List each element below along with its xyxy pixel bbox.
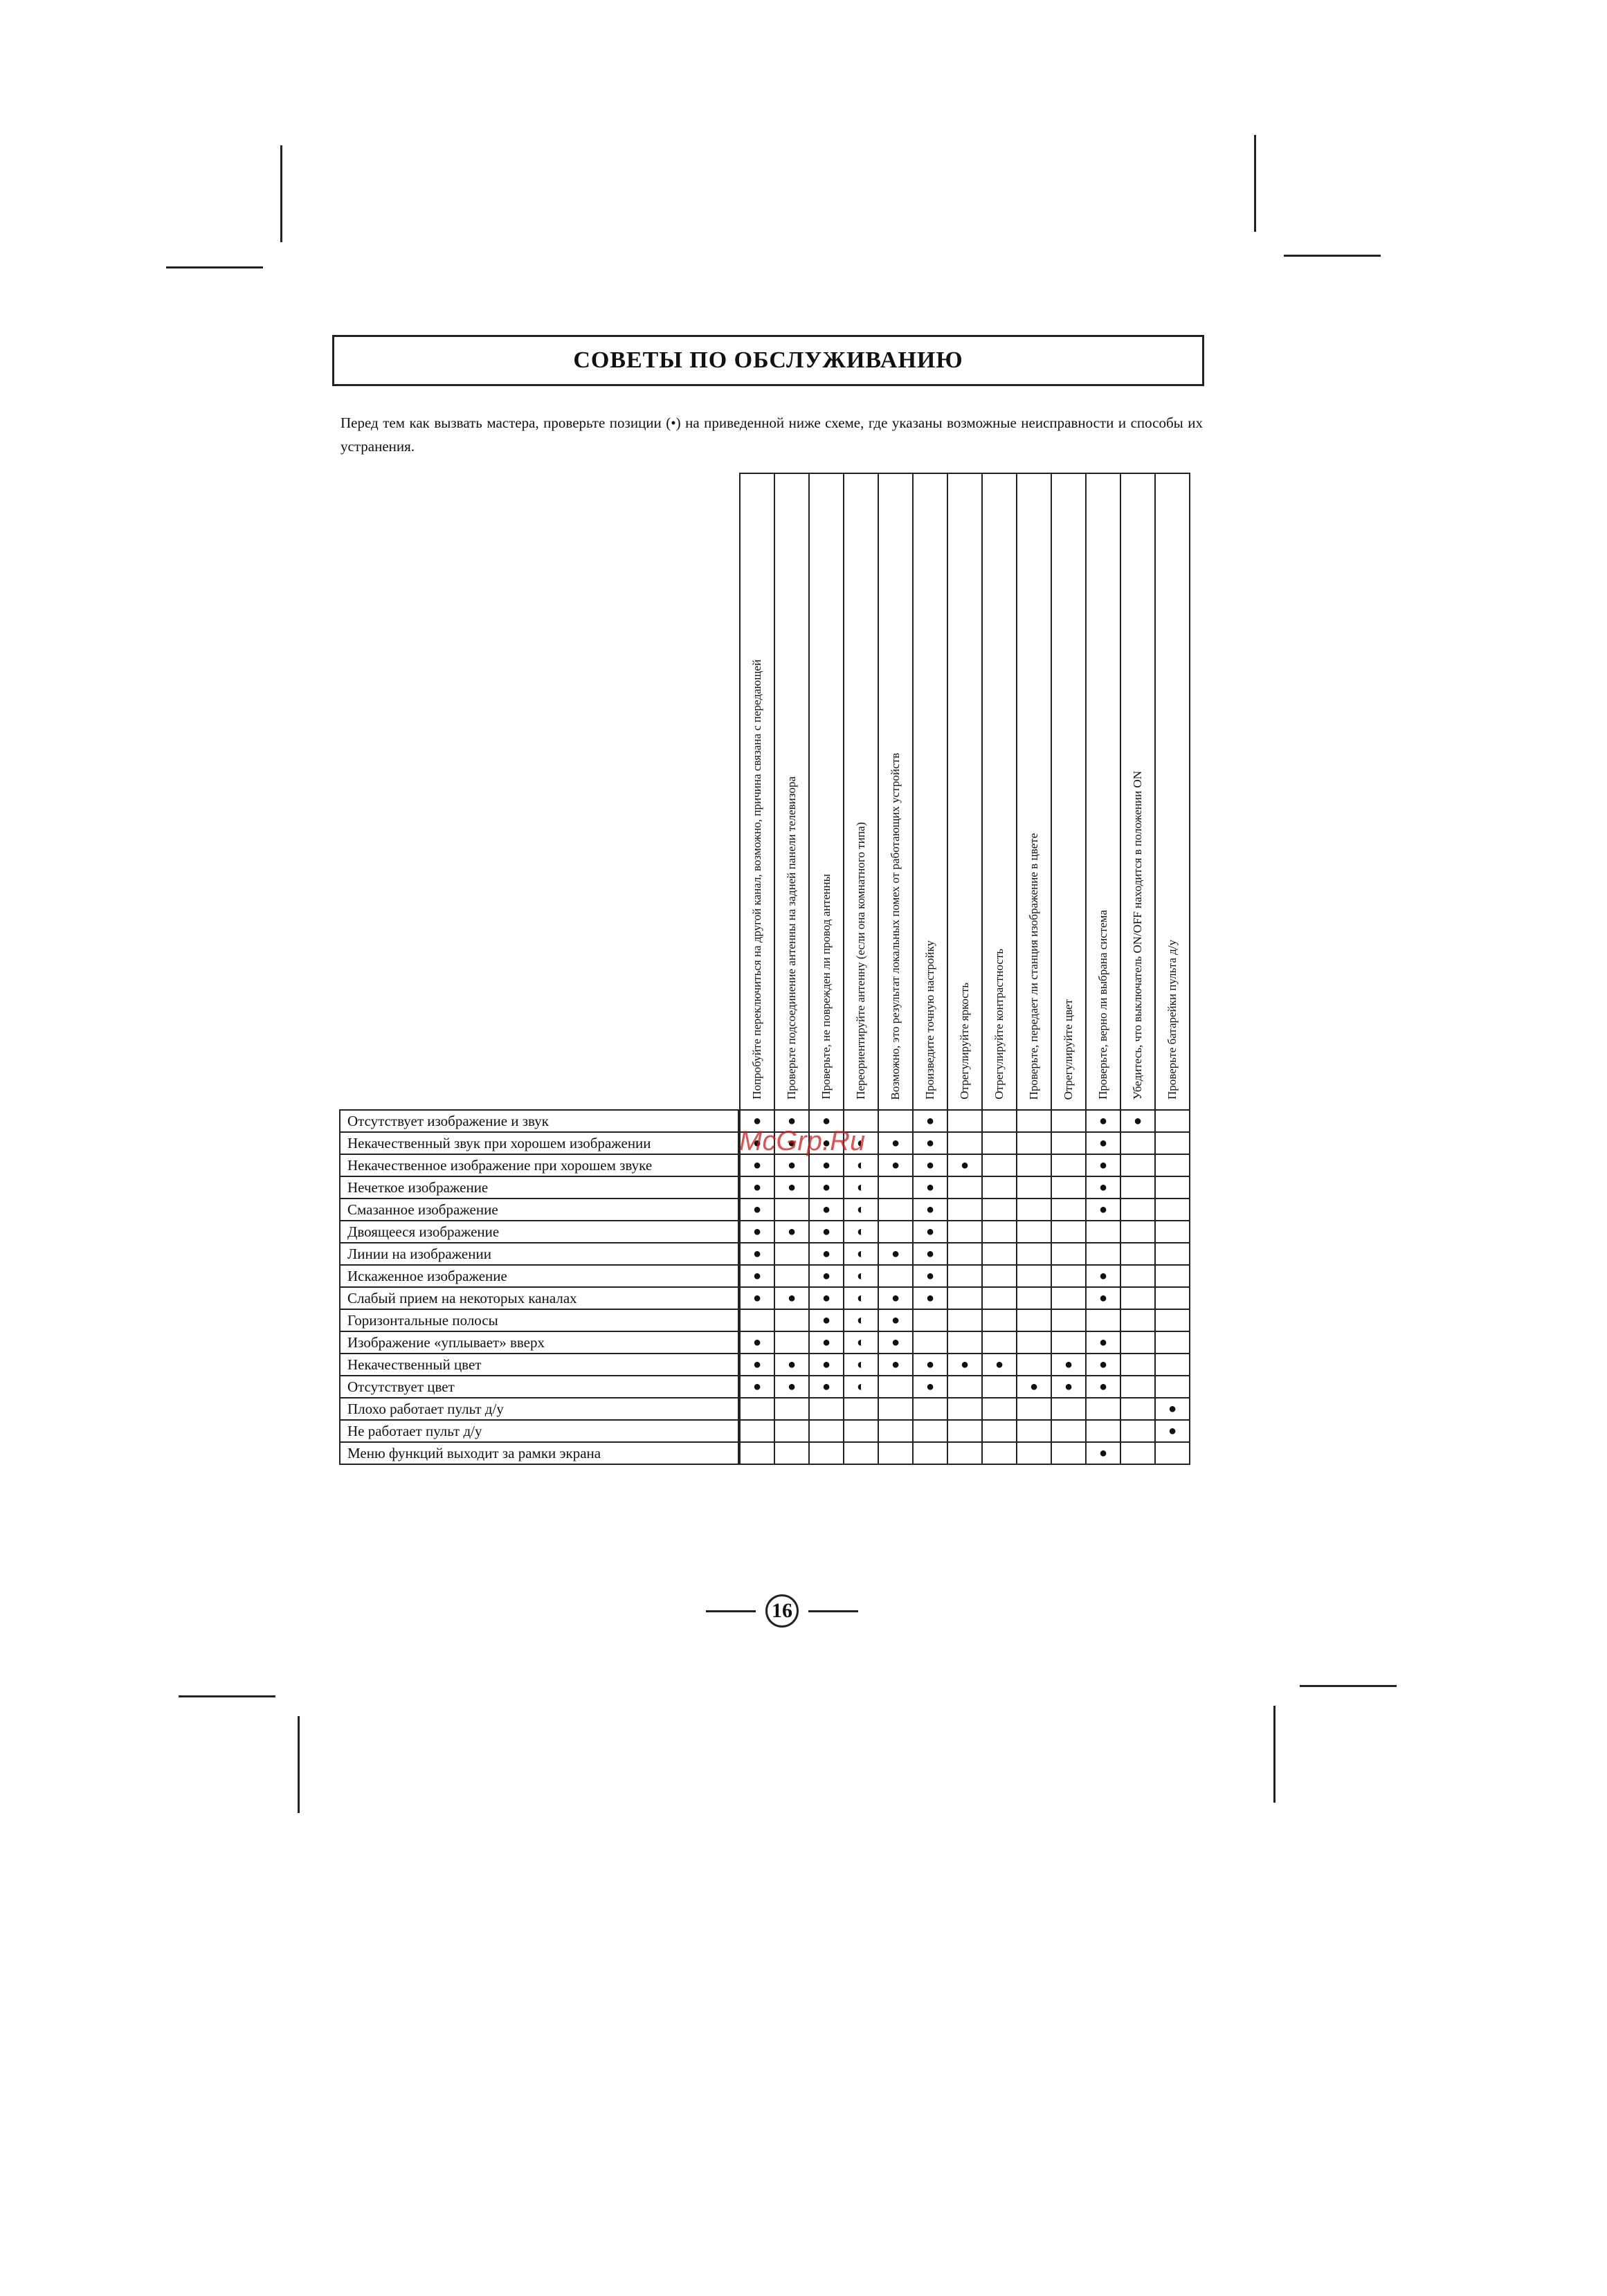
column-header	[1120, 473, 1156, 1111]
empty-cell	[878, 1198, 914, 1221]
half-dot-mark	[843, 1286, 879, 1310]
half-dot-mark	[843, 1309, 879, 1332]
column-header-label: Проверьте, не поврежден ли провод антенны	[819, 874, 833, 1100]
column-header	[774, 473, 810, 1111]
dot-mark	[774, 1375, 810, 1398]
empty-cell	[878, 1264, 914, 1288]
half-dot-mark	[843, 1198, 879, 1221]
crop-mark	[166, 266, 263, 268]
crop-mark	[280, 145, 282, 242]
empty-cell	[1120, 1286, 1156, 1310]
dot-mark	[912, 1198, 948, 1221]
dot-mark	[878, 1131, 914, 1155]
empty-cell	[912, 1441, 948, 1465]
dot-mark	[739, 1331, 775, 1354]
empty-cell	[1016, 1242, 1052, 1266]
empty-cell	[1051, 1286, 1087, 1310]
empty-cell	[981, 1441, 1017, 1465]
empty-cell	[981, 1242, 1017, 1266]
row-label: Линии на изображении	[339, 1242, 739, 1266]
empty-cell	[1120, 1353, 1156, 1376]
column-header-label: Отрегулируйте контрастность	[992, 949, 1006, 1100]
dot-mark	[981, 1353, 1017, 1376]
row-label: Горизонтальные полосы	[339, 1309, 739, 1332]
empty-cell	[1154, 1264, 1190, 1288]
empty-cell	[1051, 1419, 1087, 1443]
empty-cell	[1016, 1309, 1052, 1332]
dot-mark	[1085, 1109, 1121, 1133]
column-header	[1016, 473, 1052, 1111]
empty-cell	[878, 1441, 914, 1465]
empty-cell	[1154, 1353, 1190, 1376]
column-header-label: Убедитесь, что выключатель ON/OFF находится в положении ON	[1131, 770, 1144, 1100]
empty-cell	[774, 1419, 810, 1443]
empty-cell	[1120, 1331, 1156, 1354]
empty-cell	[1120, 1419, 1156, 1443]
empty-cell	[1154, 1441, 1190, 1465]
row-label: Некачественный цвет	[339, 1353, 739, 1376]
empty-cell	[1051, 1176, 1087, 1199]
intro-text: Перед тем как вызвать мастера, проверьте позиции (•) на приведенной ниже схеме, где указаны возможные неисправности и способы их устранения.	[341, 414, 1203, 455]
dot-mark	[878, 1309, 914, 1332]
half-dot-mark	[843, 1375, 879, 1398]
dot-mark	[878, 1286, 914, 1310]
empty-cell	[774, 1331, 810, 1354]
empty-cell	[947, 1331, 983, 1354]
half-dot-mark	[843, 1353, 879, 1376]
empty-cell	[981, 1131, 1017, 1155]
crop-mark	[1273, 1706, 1275, 1803]
empty-cell	[808, 1419, 844, 1443]
empty-cell	[1154, 1331, 1190, 1354]
page-number-circle: 16	[765, 1594, 799, 1628]
dot-mark	[1085, 1353, 1121, 1376]
dot-mark	[1085, 1131, 1121, 1155]
empty-cell	[1154, 1131, 1190, 1155]
empty-cell	[878, 1176, 914, 1199]
empty-cell	[981, 1154, 1017, 1177]
dot-mark	[808, 1220, 844, 1243]
dot-mark	[774, 1353, 810, 1376]
empty-cell	[739, 1309, 775, 1332]
empty-cell	[1120, 1309, 1156, 1332]
empty-cell	[947, 1176, 983, 1199]
page-number-rule	[706, 1610, 756, 1612]
dot-mark	[808, 1286, 844, 1310]
page-title: СОВЕТЫ ПО ОБСЛУЖИВАНИЮ	[332, 335, 1204, 386]
row-label: Отсутствует цвет	[339, 1375, 739, 1398]
empty-cell	[947, 1198, 983, 1221]
empty-cell	[912, 1397, 948, 1421]
empty-cell	[774, 1242, 810, 1266]
dot-mark	[912, 1131, 948, 1155]
crop-mark	[1300, 1685, 1397, 1687]
column-header	[1085, 473, 1121, 1111]
dot-mark	[808, 1242, 844, 1266]
column-header	[912, 473, 948, 1111]
empty-cell	[1051, 1131, 1087, 1155]
empty-cell	[774, 1397, 810, 1421]
column-header	[878, 473, 914, 1111]
half-dot-mark	[843, 1242, 879, 1266]
crop-mark	[1254, 135, 1256, 232]
empty-cell	[1120, 1154, 1156, 1177]
empty-cell	[912, 1419, 948, 1443]
dot-mark	[808, 1309, 844, 1332]
empty-cell	[1016, 1286, 1052, 1310]
crop-mark	[298, 1716, 300, 1813]
dot-mark	[739, 1154, 775, 1177]
empty-cell	[878, 1419, 914, 1443]
dot-mark	[808, 1154, 844, 1177]
empty-cell	[1051, 1220, 1087, 1243]
dot-mark	[1085, 1198, 1121, 1221]
empty-cell	[947, 1419, 983, 1443]
dot-mark	[912, 1264, 948, 1288]
dot-mark	[1085, 1264, 1121, 1288]
empty-cell	[774, 1198, 810, 1221]
row-label: Плохо работает пульт д/у	[339, 1397, 739, 1421]
empty-cell	[1051, 1109, 1087, 1133]
empty-cell	[878, 1220, 914, 1243]
dot-mark	[1154, 1419, 1190, 1443]
empty-cell	[843, 1441, 879, 1465]
column-header-label: Проверьте подсоединение антенны на задней панели телевизора	[785, 776, 798, 1100]
empty-cell	[947, 1109, 983, 1133]
empty-cell	[981, 1309, 1017, 1332]
row-label: Изображение «уплывает» вверх	[339, 1331, 739, 1354]
dot-mark	[912, 1109, 948, 1133]
empty-cell	[878, 1375, 914, 1398]
empty-cell	[1085, 1419, 1121, 1443]
empty-cell	[1120, 1397, 1156, 1421]
empty-cell	[1051, 1154, 1087, 1177]
empty-cell	[1016, 1441, 1052, 1465]
empty-cell	[1016, 1397, 1052, 1421]
empty-cell	[1120, 1242, 1156, 1266]
empty-cell	[981, 1331, 1017, 1354]
empty-cell	[981, 1419, 1017, 1443]
dot-mark	[808, 1198, 844, 1221]
column-header	[843, 473, 879, 1111]
page-number	[692, 1592, 872, 1630]
empty-cell	[1120, 1198, 1156, 1221]
empty-cell	[1154, 1154, 1190, 1177]
empty-cell	[981, 1220, 1017, 1243]
row-label: Некачественное изображение при хорошем звуке	[339, 1154, 739, 1177]
empty-cell	[1051, 1331, 1087, 1354]
empty-cell	[947, 1220, 983, 1243]
dot-mark	[1051, 1375, 1087, 1398]
column-header-label: Возможно, это результат локальных помех от работающих устройств	[889, 752, 902, 1100]
dot-mark	[739, 1176, 775, 1199]
crop-mark	[179, 1695, 275, 1697]
dot-mark	[808, 1375, 844, 1398]
dot-mark	[808, 1264, 844, 1288]
dot-mark	[808, 1353, 844, 1376]
empty-cell	[1051, 1242, 1087, 1266]
empty-cell	[1016, 1198, 1052, 1221]
dot-mark	[912, 1154, 948, 1177]
row-label: Искаженное изображение	[339, 1264, 739, 1288]
dot-mark	[1085, 1441, 1121, 1465]
empty-cell	[981, 1264, 1017, 1288]
dot-mark	[912, 1286, 948, 1310]
dot-mark	[1085, 1331, 1121, 1354]
column-header-label: Попробуйте переключиться на другой канал, возможно, причина связана с передающей	[750, 659, 763, 1100]
empty-cell	[947, 1375, 983, 1398]
empty-cell	[912, 1331, 948, 1354]
dot-mark	[739, 1220, 775, 1243]
empty-cell	[1085, 1220, 1121, 1243]
empty-cell	[843, 1397, 879, 1421]
empty-cell	[1085, 1309, 1121, 1332]
empty-cell	[947, 1242, 983, 1266]
empty-cell	[947, 1131, 983, 1155]
dot-mark	[912, 1375, 948, 1398]
empty-cell	[808, 1397, 844, 1421]
row-label: Отсутствует изображение и звук	[339, 1109, 739, 1133]
empty-cell	[774, 1441, 810, 1465]
empty-cell	[1120, 1131, 1156, 1155]
dot-mark	[878, 1331, 914, 1354]
empty-cell	[1016, 1131, 1052, 1155]
empty-cell	[1154, 1109, 1190, 1133]
dot-mark	[1085, 1176, 1121, 1199]
empty-cell	[1016, 1220, 1052, 1243]
dot-mark	[947, 1353, 983, 1376]
empty-cell	[1085, 1242, 1121, 1266]
empty-cell	[1016, 1109, 1052, 1133]
half-dot-mark	[843, 1331, 879, 1354]
column-header	[808, 473, 844, 1111]
column-header-label: Проверьте, передает ли станция изображение в цвете	[1027, 832, 1040, 1100]
empty-cell	[1085, 1397, 1121, 1421]
row-label: Меню функций выходит за рамки экрана	[339, 1441, 739, 1465]
dot-mark	[1051, 1353, 1087, 1376]
empty-cell	[878, 1397, 914, 1421]
empty-cell	[1154, 1375, 1190, 1398]
empty-cell	[1051, 1441, 1087, 1465]
column-header	[981, 473, 1017, 1111]
row-label: Некачественный звук при хорошем изображении	[339, 1131, 739, 1155]
empty-cell	[1154, 1286, 1190, 1310]
empty-cell	[1051, 1397, 1087, 1421]
crop-mark	[1284, 255, 1381, 257]
dot-mark	[739, 1353, 775, 1376]
dot-mark	[808, 1176, 844, 1199]
row-label: Двоящееся изображение	[339, 1220, 739, 1243]
half-dot-mark	[843, 1176, 879, 1199]
row-label: Смазанное изображение	[339, 1198, 739, 1221]
empty-cell	[981, 1286, 1017, 1310]
dot-mark	[774, 1286, 810, 1310]
dot-mark	[774, 1220, 810, 1243]
dot-mark	[912, 1242, 948, 1266]
column-header	[739, 473, 775, 1111]
empty-cell	[1051, 1198, 1087, 1221]
column-header	[1051, 473, 1087, 1111]
dot-mark	[878, 1154, 914, 1177]
empty-cell	[1016, 1419, 1052, 1443]
dot-mark	[1120, 1109, 1156, 1133]
empty-cell	[1154, 1176, 1190, 1199]
dot-mark	[1085, 1286, 1121, 1310]
empty-cell	[1120, 1264, 1156, 1288]
empty-cell	[808, 1441, 844, 1465]
half-dot-mark	[843, 1264, 879, 1288]
empty-cell	[947, 1397, 983, 1421]
empty-cell	[981, 1397, 1017, 1421]
empty-cell	[774, 1309, 810, 1332]
column-header-label: Отрегулируйте яркость	[958, 983, 971, 1100]
empty-cell	[1154, 1220, 1190, 1243]
empty-cell	[1120, 1220, 1156, 1243]
empty-cell	[981, 1109, 1017, 1133]
row-label: Не работает пульт д/у	[339, 1419, 739, 1443]
empty-cell	[1016, 1264, 1052, 1288]
row-label: Слабый прием на некоторых каналах	[339, 1286, 739, 1310]
empty-cell	[981, 1375, 1017, 1398]
dot-mark	[739, 1242, 775, 1266]
empty-cell	[947, 1309, 983, 1332]
empty-cell	[947, 1441, 983, 1465]
column-header-label: Проверьте, верно ли выбрана система	[1096, 910, 1109, 1100]
dot-mark	[739, 1198, 775, 1221]
dot-mark	[912, 1176, 948, 1199]
half-dot-mark	[843, 1220, 879, 1243]
dot-mark	[774, 1176, 810, 1199]
dot-mark	[912, 1353, 948, 1376]
dot-mark	[878, 1242, 914, 1266]
empty-cell	[739, 1397, 775, 1421]
empty-cell	[1016, 1331, 1052, 1354]
dot-mark	[912, 1220, 948, 1243]
empty-cell	[878, 1109, 914, 1133]
empty-cell	[1120, 1176, 1156, 1199]
column-header	[947, 473, 983, 1111]
empty-cell	[1120, 1441, 1156, 1465]
row-label: Нечеткое изображение	[339, 1176, 739, 1199]
empty-cell	[1051, 1264, 1087, 1288]
dot-mark	[808, 1331, 844, 1354]
column-header-label: Переориентируйте антенну (если она комнатного типа)	[854, 822, 867, 1100]
column-header-label: Отрегулируйте цвет	[1062, 999, 1075, 1100]
half-dot-mark	[843, 1154, 879, 1177]
empty-cell	[739, 1419, 775, 1443]
dot-mark	[739, 1375, 775, 1398]
empty-cell	[1154, 1198, 1190, 1221]
page-number-rule	[808, 1610, 858, 1612]
empty-cell	[981, 1176, 1017, 1199]
empty-cell	[1016, 1176, 1052, 1199]
dot-mark	[1085, 1154, 1121, 1177]
dot-mark	[739, 1264, 775, 1288]
empty-cell	[1051, 1309, 1087, 1332]
empty-cell	[981, 1198, 1017, 1221]
column-header	[1154, 473, 1190, 1111]
empty-cell	[947, 1264, 983, 1288]
empty-cell	[1016, 1154, 1052, 1177]
empty-cell	[739, 1441, 775, 1465]
empty-cell	[1154, 1242, 1190, 1266]
dot-mark	[1154, 1397, 1190, 1421]
empty-cell	[947, 1286, 983, 1310]
empty-cell	[843, 1419, 879, 1443]
dot-mark	[739, 1286, 775, 1310]
empty-cell	[912, 1309, 948, 1332]
empty-cell	[1016, 1353, 1052, 1376]
empty-cell	[1120, 1375, 1156, 1398]
dot-mark	[878, 1353, 914, 1376]
dot-mark	[1016, 1375, 1052, 1398]
watermark: McGrp.Ru	[739, 1126, 866, 1156]
dot-mark	[774, 1154, 810, 1177]
empty-cell	[1154, 1309, 1190, 1332]
dot-mark	[947, 1154, 983, 1177]
column-header-label: Произведите точную настройку	[923, 940, 936, 1100]
column-header-label: Проверьте батарейки пульта д/у	[1165, 939, 1179, 1100]
dot-mark	[1085, 1375, 1121, 1398]
empty-cell	[774, 1264, 810, 1288]
